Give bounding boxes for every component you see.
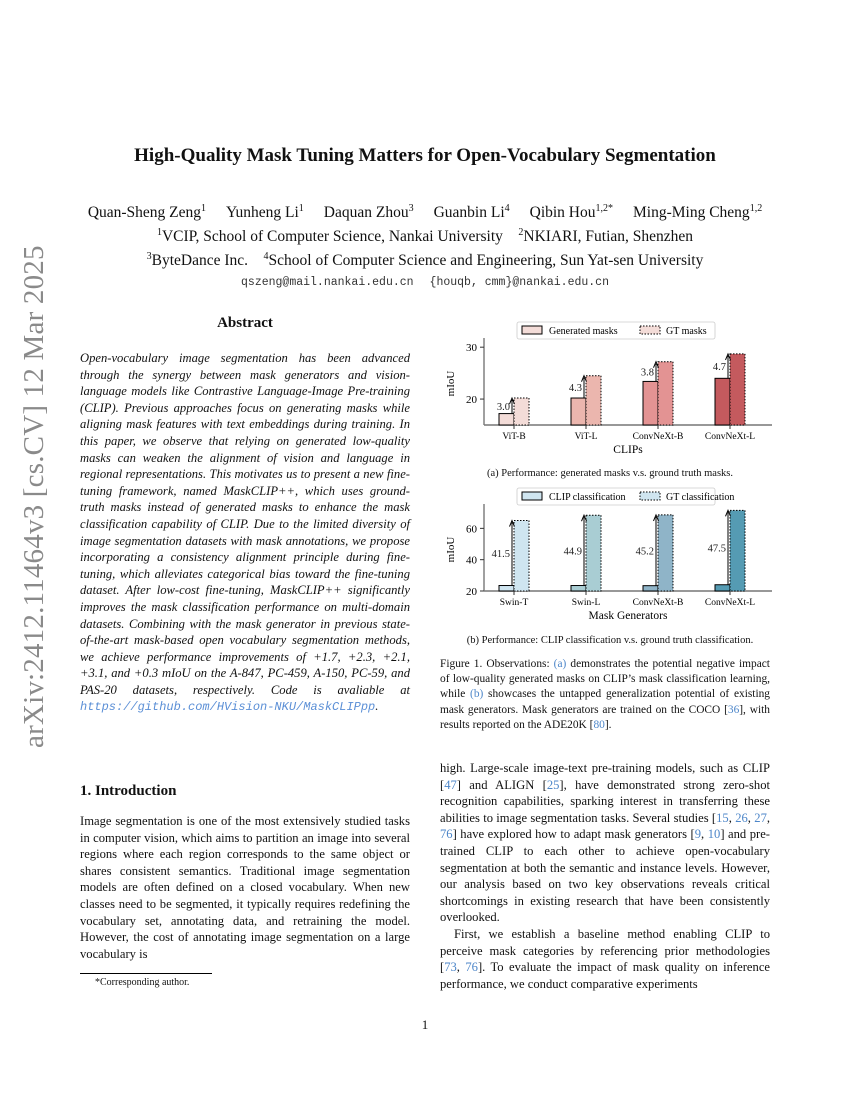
figure-caption	[440, 657, 770, 733]
paragraph	[440, 760, 770, 926]
body-text: ], have demonstrated strong zero-shot recognition capabilities, sparking interest in transferring these abilities to image segmentation tasks. Several studies [	[440, 777, 770, 825]
gain-label: 4.3	[568, 382, 582, 394]
footnote-divider	[80, 973, 212, 974]
y-tick-label: 30	[466, 342, 477, 355]
x-tick-label: ConvNeXt-B	[632, 598, 684, 608]
gain-label: 3.8	[640, 367, 654, 379]
chart-generated-vs-gt-masks	[440, 320, 780, 460]
footnote: *Corresponding author.	[95, 977, 190, 988]
legend-swatch-1	[640, 492, 660, 500]
affiliation-line-2	[0, 247, 850, 271]
author-affil-sup: 1	[201, 203, 207, 214]
legend-label: Generated masks	[549, 326, 618, 337]
affiliation-line-1	[0, 223, 850, 247]
gain-label: 44.9	[563, 546, 582, 558]
body-text: ,	[701, 827, 708, 842]
citation-link[interactable]: 36	[727, 703, 740, 716]
legend-label: GT classification	[666, 492, 735, 503]
email-line	[0, 273, 850, 293]
y-tick-label: 20	[466, 586, 477, 598]
bar-gt-masks	[514, 398, 529, 425]
citation-link[interactable]: 27	[754, 810, 767, 825]
citation-link[interactable]: 47	[444, 777, 457, 792]
paragraph	[440, 926, 770, 992]
email[interactable]: qszeng@mail.nankai.edu.cn	[241, 276, 414, 290]
right-column-body	[440, 760, 770, 992]
citation-link[interactable]: 9	[694, 827, 702, 842]
caption-text: Figure 1. Observations:	[440, 658, 554, 670]
arxiv-identifier-stamp: arXiv:2412.11464v3 [cs.CV] 12 Mar 2025	[18, 245, 50, 748]
bar-generated-masks	[499, 414, 514, 425]
x-axis-label: CLIPs	[613, 444, 643, 456]
citation-link[interactable]: 26	[735, 810, 748, 825]
bar-gt-masks	[730, 354, 745, 425]
author-name: Yunheng Li$^1$	[226, 203, 304, 222]
affil-sup: 1	[156, 227, 162, 239]
legend-swatch-0	[522, 326, 542, 334]
body-text: ,	[456, 960, 466, 975]
bar-generated-masks	[571, 398, 586, 425]
bar-gt-masks	[586, 376, 601, 425]
citation-link[interactable]: 76	[440, 827, 453, 842]
author-name: Qibin Hou$^{1,2*}$	[529, 203, 613, 222]
email[interactable]: {houqb, cmm}@nankai.edu.cn	[429, 276, 609, 290]
citation-link[interactable]: 25	[546, 777, 560, 792]
affiliation: ByteDance Inc.	[151, 252, 249, 270]
x-tick-label: ConvNeXt-L	[704, 432, 756, 442]
caption-text: ], with results reported on the ADE20K [	[440, 703, 770, 731]
bar-clip-classification	[643, 586, 658, 591]
citation-link[interactable]: 80	[593, 718, 605, 731]
bar-gt-classification	[730, 510, 745, 591]
author-name: Daquan Zhou$^3$	[323, 203, 414, 222]
affiliation: NKIARI, Futian, Shenzhen	[523, 228, 694, 246]
body-text: ] and ALIGN [	[456, 777, 547, 792]
affiliation: School of Computer Science and Engineering, Sun Yat-sen University	[268, 252, 704, 270]
y-axis-label: mIoU	[445, 536, 457, 563]
bar-gt-classification	[586, 515, 601, 591]
subfigure-ref-a[interactable]: (a)	[553, 658, 567, 670]
code-link[interactable]: https://github.com/HVision-NKU/MaskCLIPpp	[80, 700, 376, 715]
body-text: high. Large-scale image-text pre-training models, such as CLIP [	[440, 761, 770, 792]
caption-text: showcases the untapped generalization potential of existing mask generators. Mask generators are trained on the COCO [	[440, 688, 771, 716]
author-affil-sup: 1,2*	[595, 203, 613, 214]
y-axis-label: mIoU	[445, 370, 457, 397]
body-text: ] and pre-trained CLIP to each other to achieve open-vocabulary segmentation at both the semantic and instance levels. However, our analysis based on two key observations reveals critical shortcomings in existing research that have been consistently overlooked.	[440, 827, 770, 925]
affil-sup: 2	[518, 227, 524, 239]
abstract-paragraph: Open-vocabulary image segmentation has been advanced through the synergy between mask generators and vision-language models like Contrastive Language-Image Pre-training (CLIP). Previous approaches focus on generating masks while aligning mask features with text embeddings during training. In this paper, we observe that relying on generated low-quality masks can weaken the alignment of vision and language in regional representations. This motivates us to present a new fine-tuning framework, named MaskCLIP++, which uses ground-truth masks instead of generated masks to enhance the mask classification capability of CLIP. Due to the limited diversity of image segmentation datasets with mask annotations, we propose incorporating a consistency alignment principle during fine-tuning, which alleviates categorical bias toward the fine-tuning dataset. After low-cost fine-tuning, MaskCLIP++ significantly improves the mask classification performance on multi-domain datasets. Combining with the mask generator in previous state-of-the-art mask-based open vocabulary segmentation methods, we achieve performance improvements of +1.7, +2.3, +2.1, +3.1, and +0.3 mIoU on the A-847, PC-459, A-150, PC-59, and PAS-20 datasets, respectively. Code is avaliable at	[80, 351, 410, 697]
bar-generated-masks	[643, 381, 658, 425]
bar-clip-classification	[571, 586, 586, 591]
author-list	[0, 199, 850, 223]
subfigure-caption-b: (b) Performance: CLIP classification v.s. ground truth classification.	[466, 635, 754, 646]
caption-text: demonstrates the potential negative impact of low-quality generated masks on CLIP’s mask classification learning, while	[440, 658, 770, 701]
body-text: ]. To evaluate the impact of mask quality on inference performance, we conduct comparative experiments	[440, 960, 770, 991]
bar-clip-classification	[715, 585, 730, 591]
legend-label: CLIP classification	[549, 492, 626, 503]
citation-link[interactable]: 15	[716, 810, 729, 825]
x-tick-label: ConvNeXt-B	[632, 432, 684, 442]
chart-clip-vs-gt-classification	[440, 486, 780, 626]
bar-clip-classification	[499, 586, 514, 591]
bar-gt-masks	[658, 362, 673, 425]
legend-swatch-0	[522, 492, 542, 500]
subfigure-caption-a: (a) Performance: generated masks v.s. ground truth masks.	[487, 468, 733, 479]
bar-gt-classification	[514, 521, 529, 591]
gain-label: 47.5	[707, 543, 726, 555]
abstract-heading: Abstract	[217, 315, 273, 331]
body-text: ,	[747, 810, 755, 825]
affiliation: VCIP, School of Computer Science, Nankai University	[161, 228, 503, 246]
bar-gt-classification	[658, 515, 673, 591]
author-block	[0, 199, 850, 293]
y-tick-label: 60	[466, 523, 477, 536]
y-tick-label: 20	[466, 394, 477, 407]
gain-label: 41.5	[491, 549, 510, 561]
punctuation: .	[375, 699, 379, 714]
author-affil-sup: 1,2	[749, 203, 763, 214]
subfigure-ref-b[interactable]: (b)	[470, 688, 484, 701]
paper-title: High-Quality Mask Tuning Matters for Open-Vocabulary Segmentation	[134, 145, 716, 166]
introduction-paragraph: Image segmentation is one of the most extensively studied tasks in computer vision, which aims to partition an image into several regions where each region corresponds to the same object or shares consistent semantics. Traditional image segmentation models are often defined on a closed vocabulary. When new classes need to be segmented, it typically requires redefining the vocabulary set, annotating data, and retraining the model. However, the cost of annotating image segmentation on a large vocabulary is	[80, 814, 410, 961]
gain-label: 4.7	[712, 362, 726, 374]
page-number: 1	[421, 1017, 429, 1032]
author-affil-sup: 3	[408, 203, 414, 214]
legend-swatch-1	[640, 326, 660, 334]
gain-label: 3.0	[496, 401, 510, 413]
abstract-text	[80, 350, 410, 716]
author-name: Guanbin Li$^4$	[433, 203, 510, 222]
citation-link[interactable]: 10	[707, 827, 721, 842]
x-tick-label: Swin-L	[571, 598, 601, 608]
author-name: Ming-Ming Cheng$^{1,2}$	[633, 203, 763, 222]
section-heading-introduction: 1. Introduction	[80, 783, 177, 799]
x-tick-label: ConvNeXt-L	[704, 598, 756, 608]
author-affil-sup: 4	[504, 203, 510, 214]
x-tick-label: Swin-T	[499, 598, 529, 608]
caption-text: ].	[604, 718, 612, 731]
bar-generated-masks	[715, 378, 730, 425]
x-tick-label: ViT-B	[502, 432, 526, 442]
body-text: ] have explored how to adapt mask generators [	[452, 827, 695, 842]
body-text: First, we establish a baseline method enabling CLIP to perceive mask categories by referencing prior methodologies [	[440, 926, 770, 975]
x-tick-label: ViT-L	[574, 432, 598, 442]
affil-sup: 4	[263, 251, 269, 263]
x-axis-label: Mask Generators	[588, 610, 668, 622]
legend-label: GT masks	[666, 326, 707, 337]
body-text: ,	[728, 810, 736, 825]
citation-link[interactable]: 73	[444, 960, 457, 975]
body-text: ,	[766, 810, 771, 825]
affil-sup: 3	[146, 251, 152, 263]
citation-link[interactable]: 76	[465, 960, 478, 975]
author-affil-sup: 1	[298, 203, 304, 214]
y-tick-label: 40	[466, 554, 477, 567]
gain-label: 45.2	[635, 546, 654, 558]
author-name: Quan-Sheng Zeng$^1$	[87, 203, 207, 222]
